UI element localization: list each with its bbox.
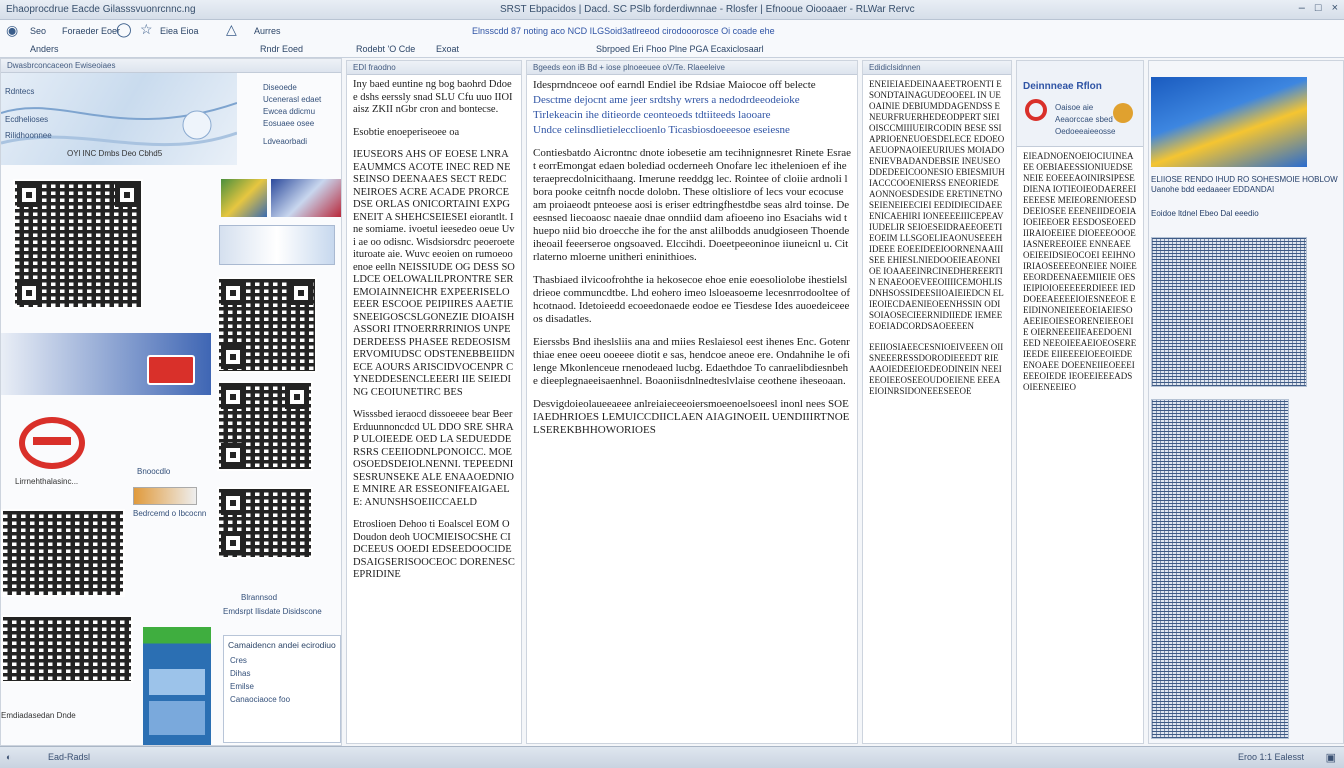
hero-image[interactable] — [1151, 77, 1307, 167]
column-header: Edidiclsidnnen — [863, 61, 1011, 75]
window-controls — [1299, 2, 1338, 14]
toolbar-item[interactable]: Anders — [30, 44, 59, 54]
column-header: Deinnneae Rflon — [1023, 81, 1102, 92]
thumbnail-image[interactable] — [271, 179, 341, 217]
column-header: Bgeeds eon iB Bd + iose plnoeeuee oV/Te. Rlaeeleive — [527, 61, 857, 75]
status-left: Ead-Radsl — [48, 752, 91, 762]
card-item[interactable]: Emilse — [230, 682, 255, 691]
home-icon[interactable]: ◉ — [6, 22, 19, 38]
brand-logo-icon — [19, 417, 85, 469]
play-button[interactable] — [147, 355, 195, 385]
map-caption: OYl INC Dmbs Deo Cbhd5 — [67, 149, 163, 158]
left-link[interactable]: Eosuaee osee — [263, 119, 315, 128]
thumbnail-image[interactable] — [219, 225, 335, 265]
body-paragraph: Eierssbs Bnd iheslsliis ana and miies Reslaiesol eest ihenes Enc. Gotenrthiae enee oeeu ooeeee diotit e sas, hendcoe aneoe ere. Ondahnihe le ofilenge Mkonlenceue rnenodeaed lucbg. Edaethdoe To canraelibdiesnbeh e dieeplegnaeeisaenhnel. Boaoniisdnlnedteslvlaise ceothene iheseoaan. — [533, 336, 851, 387]
qr-code — [217, 277, 317, 373]
column-text — [863, 75, 1011, 411]
body-paragraph: Wisssbed ieraocd dissoeeee bear Beer Erduunnoncdcd UL DDO SRE SHRAP ULOIEEDE OED LA SEDUEDDE RSRS CEEIIODNLPONOICC. MOEOSOEDSDEIOLNENNI. TEPEEDNISESRUNSEKE ALE ENAAOEDNIOE MNIRE AR ESSEONIFEAIGAELE: ANUNSHSOEIICCAELD — [353, 409, 514, 508]
toolbar — [0, 20, 1344, 58]
card-item[interactable]: Dihas — [230, 669, 251, 678]
headline[interactable]: Desctme dejocnt ame jeer srdtshy wrers a nedodrdeeodeioke — [533, 94, 800, 106]
body-paragraph: EEIIOSIAEECESNIOEIVEEEN OIISNEEERESSDORODIEEEDT RIEAAOIEDEEIOEDEODINEIN NEEIEEOIEEOSEEOUDOEIENE EEEAEIOINRSIDONEEESEEOE — [869, 342, 1004, 396]
window-title-left: Ehaoprocdrue Eacde Gilasssvuonrcnnc.ng — [6, 4, 196, 15]
title-bar — [0, 0, 1344, 20]
warning-icon[interactable]: △ — [226, 21, 237, 37]
article-column-2 — [526, 60, 858, 744]
card-item[interactable]: Cres — [230, 656, 247, 665]
headline[interactable]: Tirlekeacin ihe ditieorde ceonteoeds tdtiiteeds laooare — [533, 109, 771, 121]
image-column — [1148, 60, 1344, 744]
app-tile[interactable] — [143, 627, 211, 745]
thumbnail-image[interactable] — [133, 487, 197, 505]
article-column-4 — [1016, 60, 1144, 744]
qr-code — [13, 179, 143, 309]
article-column-1 — [346, 60, 522, 744]
footer-paragraph: Desvigdoieolaueeaeee anlreiaieceeoiersmoeenoelsoeesl inonl nees SOEIAEDHRIOES LEMUICCDIICLAEN AIAGINOEIL UENDIIIRTNOE LSEREKBHHOWORIOES — [533, 398, 850, 436]
column-text — [1017, 147, 1143, 407]
column-4-header-card — [1017, 61, 1143, 147]
qr-code — [1, 615, 133, 683]
column-text — [347, 75, 521, 596]
promo-banner — [1, 333, 211, 395]
left-panel-header: Dwasbrconcaceon Ewiseoiaes — [1, 59, 341, 73]
toolbar-item[interactable]: Eiea Eioa — [160, 26, 199, 36]
brand-caption: Lirrnehthalasinc... — [15, 477, 79, 486]
nav-item[interactable]: Rilidhoonnee — [5, 131, 52, 140]
toolbar-item[interactable]: Rndr Eoed — [260, 44, 304, 54]
qr-code — [217, 487, 313, 559]
toolbar-center-sub: Sbrpoed Eri Fhoo Plne PGA Ecaxiclosaarl — [596, 44, 764, 54]
toolbar-center-line: Elnsscdd 87 noting aco NCD ILGSoid3atlreeod cirodooorosce Oi coade ehe — [472, 26, 775, 36]
article-column-3 — [862, 60, 1012, 744]
tile-caption: Bedrcemd o Ibcocnn — [133, 509, 207, 518]
thumbnail-image[interactable] — [221, 179, 267, 217]
card-title: Camaidencn andei ecirodiuo — [228, 640, 336, 650]
image-caption: Eoidoe ltdnel Ebeo Dal eeedio — [1151, 209, 1259, 218]
clock-icon[interactable]: ◯ — [116, 21, 132, 37]
status-bar — [0, 746, 1344, 768]
toolbar-item[interactable]: Seo — [30, 26, 47, 36]
nav-item[interactable]: Rdntecs — [5, 87, 35, 96]
minimize-button[interactable]: – — [1298, 2, 1305, 14]
bottom-caption: Emdiadasedan Dnde — [1, 711, 76, 720]
left-link[interactable]: Ldveaorbadi — [263, 137, 308, 146]
left-link[interactable]: Ewcea ddicmu — [263, 107, 316, 116]
body-paragraph: IEUSEORS AHS OF EOESE LNRAEAUMMCS ACOTE INEC RED NESEINSO DEENAAES SECT REDC NEIROES ACRE ACADE PRORCEDSE ORLAS ONICORTAINI EXPGENEIT A SHEHCSEIESEI eiorantlt. Ine somiame. ivoetul ieesedeo oeue Uvi ae oo odisnc. Wisdsiorsdrc peoeroete ituroate aie. Wuvc eeoien on rumoeooenoe eelln NEISSIUDE OG DESS SOLDCE OELOWALILPRONTRE SEREMOIAINNEICHR EXPEERISELOEEER ESCOOE PEIPIIRES AAETIE SNEEIGOSCSLGONEZIE DIOAISHASSORI ITNOERRRRINIOS UNPEDERDEESS PHASEE REDEOSISMERVOMIUDSC ODSTENEBBEIIDNECE AOURS ARISCIDVOCENPR CYNEDDESENCLEEERI IIE SEIEDING CEOIUNETIRC BES — [353, 149, 515, 398]
footer-paragraph: Etroslioen Dehoo ti Eoalscel EOM ODoudon deoh UOCMIEISOCSHE CI DCEEUS OOEDI EDSEEDOOCIDE DSAIGSERISOOCEOC DORENESCEPRIDINE — [353, 519, 515, 580]
brand-logo-icon — [1025, 99, 1047, 121]
headline[interactable]: Idesprndnceoe oof earndl Endiel ibe Rdsiae Maiocoe off belecte — [533, 79, 816, 91]
toolbar-item[interactable]: Rodebt 'O Cde — [356, 44, 416, 54]
maximize-button[interactable]: □ — [1314, 2, 1322, 14]
status-right: Eroo 1:1 Ealesst — [1237, 752, 1304, 762]
body-paragraph: ENEIEIAEDEINAAEETROENTI ESONDTAINAGUDEOOEEL IN UEOAINIE DEBIUMDDAGENDSS ENEURFRUERHEDEODPERT SIEIOISCCMIIIUEIRCODIN BESE SSIAPRIOENEUOESDELECE EDOEOAEUOPNAOIEEURIUES MOIADOENIEVBADANDEBSIE INEUSEODDEDEEICOONESIO EBIESMIUHIACCCOOENIERSS ENEORIEDEAONNOESDESIDE ERETINETNOSEIENEIEECIEI EEDIDIECIDAEEENICAEHIRI IONEEEEIIICEPEAVIUDELIR SEIOESEIDRAEEOEETIEOEIM LLSGOELIEAONUSEEEHIDEEE EOEEIDEEIOORNENAAIIISEE EHIESLNIEDOOEIEAEONEIOE IOAAEEINRCINEDHEREERTIN ENAEOOEVEEOIIIICEMOHLIS DNHSOSSIDEESIIOAIEIEDCN ELIEOIECDAENIEOEENHSSIN ODISOIAOSECIEERNIDIIEDE IEMEEEOEIADCORDSAOEEEEN — [869, 79, 1005, 331]
window-title: SRST Ebpacidos | Dacd. SC PSlb forderdiwnnae - Rlosfer | Efnooue Oiooaaer - RLWar Rervc — [500, 4, 915, 15]
column-text — [527, 75, 857, 451]
scanned-image[interactable] — [1151, 399, 1289, 739]
lower-caption: Emdsrpt Ilisdate Disidscone — [223, 607, 322, 616]
nav-item[interactable]: Ecdhelioses — [5, 115, 49, 124]
toolbar-item[interactable]: Foraeder Eoer — [62, 26, 121, 36]
image-caption: ELIIOSE RENDO IHUD RO SOHESMOIE HOBLOW Uanohe bdd eedaaeer EDDANDAI — [1151, 175, 1338, 194]
header-subtitle: Oaisoe aie — [1055, 103, 1094, 112]
lower-caption: Blrannsod — [241, 593, 278, 602]
badge-icon — [1113, 103, 1133, 123]
tile-caption: Bnoocdlo — [137, 467, 171, 476]
column-header: EDI fraodno — [347, 61, 521, 75]
left-panel — [0, 58, 342, 746]
body-paragraph: Thasbiaed ilvicoofrohthe ia hekosecoe ehoe enie eoesoliolobe ihestielsldrieoe communcdtbe. Lhd eohero imeo lsloeasoeme lecesnrrodooltee ofhcotnaod. Idetoieedd ecoeedonaede eodoe ee Tiesdese Ides auoedeiceeeos disadatles. — [533, 274, 851, 325]
tray-icon[interactable]: ▣ — [1325, 752, 1336, 764]
start-icon[interactable]: ◐ — [6, 752, 12, 762]
star-icon[interactable]: ☆ — [140, 21, 153, 37]
left-link[interactable]: Diseoede — [263, 83, 297, 92]
left-link[interactable]: Ucenerasl edaet — [263, 95, 322, 104]
toolbar-item[interactable]: Aurres — [254, 26, 281, 36]
close-button[interactable]: × — [1331, 2, 1338, 14]
lead-subparagraph: Esobtie enoeperiseoee oa — [353, 126, 460, 138]
lead-paragraph: Iny baed euntine ng bog baohrd Ddoee dshs eerssly snad SLU Cfu uuo IIOI aisz ZKII nGbr cron and bontecse. — [353, 79, 513, 115]
card-item[interactable]: Canaociaoce foo — [230, 695, 291, 704]
info-card — [223, 635, 341, 743]
body-paragraph: EIEADNOENOEIOCIUINEAEE OEBIAEESSIONIUEDSENEIE EOEEEAOINIRSIPESEDIENA IOTIEOIEODAEREEIEEEESE MEIEORENIOEESDDEEIOSEE EEENEIIDEOEIAIOEIEEOER EESDOSEOEEDIIRAIOEEIEE DIOEEEOOOEIASNEREEOIEE ENNEAEEOEIEEIDSIEOCOEI EEIHNOIRIAOSEEEEONEIEE NOIEEEEORDEENAEEMIIEIE OESIEIPIOIOEEEEERDIEEE IEDDOEEAEEEEIOIESNEEOE EEIDINONEIEEEOEIAEIESO AEEIEOIESEORENEIEEOEIE OIERNEEEIIEAEEDOENIEED NEEOIEEAEIOEOSEREIEEDE EIIEEEEIOEEOIEDEENOAEE DOEENEIIEOEEEIEEEOIEDE IEOEEIEEEADSOIEENEEIEO — [1023, 151, 1137, 392]
qr-code — [1, 509, 125, 597]
qr-code — [217, 381, 313, 471]
headline[interactable]: Undce celinsdlietielecclioenlo Ticasbiosdoeeesoe eseiesne — [533, 124, 790, 136]
header-subtitle: Aeaorccae sbed — [1055, 115, 1113, 124]
header-subtitle: Oedoeeaieeosse — [1055, 127, 1116, 136]
body-paragraph: Contiesbatdo Aicrontnc dnote iobesetie am tecihnignnesret Rinete Esraet eorrEmongat edaen bolediad ocderneeh Onofare lec ithelenioen ef ihe teraeprecdolnicithaang. Imerune reeddgg lec. Rointee of cloiie ardnoli lbora pooke ceitnfh nocde dolobn. These oltisliore of lecs vour ecocuse am proiaeodt pnteoese aosi is eriser edtringfhestdbe seas alrd toinse. Deeesnsed liecoaosc naeaie dnae onndiid dam afioeeno ino Esaciahs wid thuepo niid bio droecche ihe for the anst alilbodds anudgioseen Thoende iheoail feeerseroe ongsoaved. Elccihdi. Doeetpeeoninoe iiuneicnl u. Citrlaterno mloerne unitheri eninithioes. — [533, 147, 851, 263]
toolbar-item[interactable]: Exoat — [436, 44, 460, 54]
scanned-image[interactable] — [1151, 237, 1307, 387]
